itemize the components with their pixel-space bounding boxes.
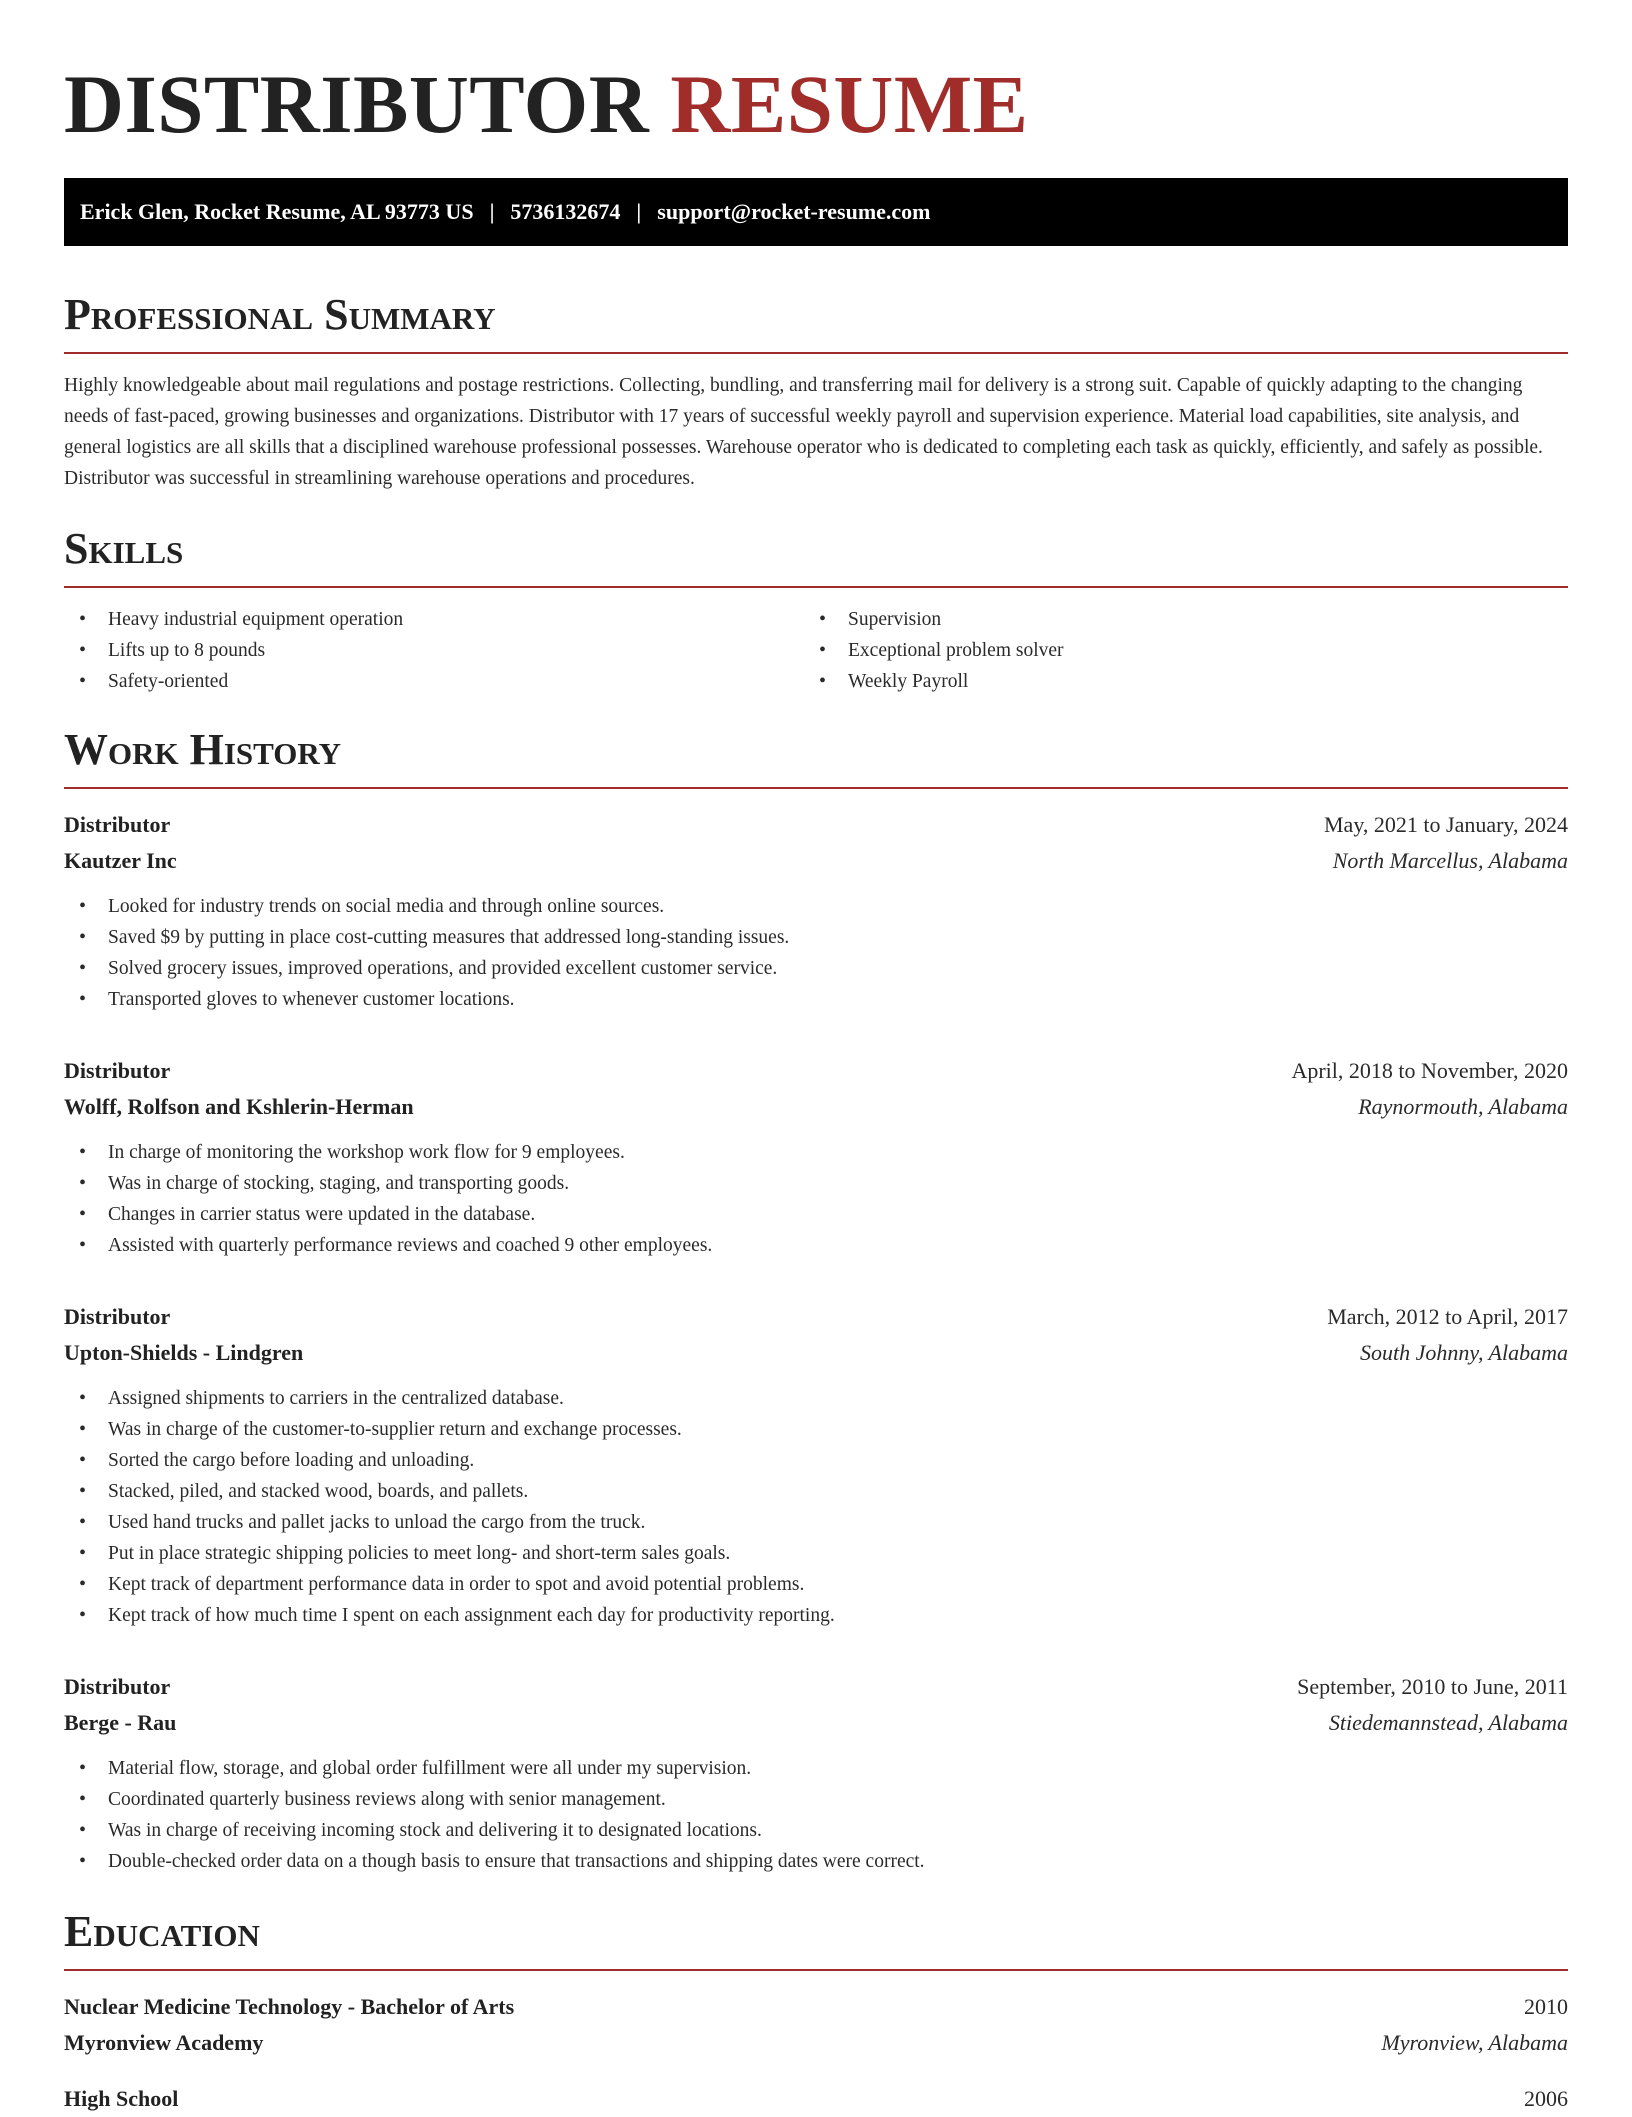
job-dates: May, 2021 to January, 2024 <box>1324 812 1568 837</box>
contact-separator: | <box>636 199 642 224</box>
skill-item: • Supervision <box>804 604 1544 635</box>
education-year: 2010 <box>1524 1994 1568 2019</box>
job-role: Distributor <box>64 812 171 837</box>
job-entry <box>64 1053 1568 1261</box>
job-role: Distributor <box>64 1304 171 1329</box>
skills-column-right <box>804 604 1544 697</box>
resume-page <box>64 0 1568 2117</box>
job-bullet: • Sorted the cargo before loading and unloading. <box>64 1445 1568 1476</box>
job-bullet: • Assisted with quarterly performance reviews and coached 9 other employees. <box>64 1230 1568 1261</box>
job-bullets <box>64 1383 1568 1631</box>
job-bullet: • Was in charge of the customer-to-supplier return and exchange processes. <box>64 1414 1568 1445</box>
job-bullet: • Put in place strategic shipping policies to meet long- and short-term sales goals. <box>64 1538 1568 1569</box>
job-entry <box>64 807 1568 1015</box>
education-location: Myronview, Alabama <box>1381 2030 1568 2055</box>
job-bullet: • Kept track of department performance data in order to spot and avoid potential problems. <box>64 1569 1568 1600</box>
title-main: DISTRIBUTOR <box>64 58 650 150</box>
job-bullet: • Solved grocery issues, improved operations, and provided excellent customer service. <box>64 953 1568 984</box>
skills-list <box>64 604 1568 697</box>
skill-item: • Safety-oriented <box>64 666 804 697</box>
contact-bar <box>64 178 1568 246</box>
job-bullet: • Was in charge of stocking, staging, and transporting goods. <box>64 1168 1568 1199</box>
contact-email: support@rocket-resume.com <box>657 199 931 224</box>
job-company: Wolff, Rolfson and Kshlerin-Herman <box>64 1094 414 1119</box>
job-dates: April, 2018 to November, 2020 <box>1291 1058 1568 1083</box>
education-year: 2006 <box>1524 2086 1568 2111</box>
job-bullet: • Looked for industry trends on social media and through online sources. <box>64 891 1568 922</box>
job-location: North Marcellus, Alabama <box>1332 848 1568 873</box>
skill-item: • Weekly Payroll <box>804 666 1544 697</box>
job-dates: March, 2012 to April, 2017 <box>1327 1304 1568 1329</box>
job-bullet: • Transported gloves to whenever customer locations. <box>64 984 1568 1015</box>
job-company: Kautzer Inc <box>64 848 177 873</box>
skills-heading: Skills <box>64 524 1568 588</box>
job-bullets <box>64 891 1568 1015</box>
job-bullet: • Coordinated quarterly business reviews along with senior management. <box>64 1784 1568 1815</box>
summary-text: Highly knowledgeable about mail regulations and postage restrictions. Collecting, bundling, and transferring mail for delivery is a strong suit. Capable of quickly adapting to the changing needs of fast-paced, growing businesses and organizations. Distributor with 17 years of successful weekly payroll and supervision experience. Material load capabilities, site analysis, and general logistics are all skills that a disciplined warehouse professional possesses. Warehouse operator who is dedicated to completing each task as quickly, efficiently, and safely as possible. Distributor was successful in streamlining warehouse operations and procedures. <box>64 375 1543 489</box>
job-bullet: • Saved $9 by putting in place cost-cutting measures that addressed long-standing issues. <box>64 922 1568 953</box>
job-bullets <box>64 1753 1568 1877</box>
job-bullet: • Stacked, piled, and stacked wood, boards, and pallets. <box>64 1476 1568 1507</box>
job-bullet: • Material flow, storage, and global order fulfillment were all under my supervision. <box>64 1753 1568 1784</box>
contact-phone: 5736132674 <box>510 199 621 224</box>
job-entry <box>64 1669 1568 1877</box>
job-role: Distributor <box>64 1058 171 1083</box>
summary-heading: Professional Summary <box>64 290 1568 354</box>
education-heading: Education <box>64 1907 1568 1971</box>
job-bullet: • Used hand trucks and pallet jacks to unload the cargo from the truck. <box>64 1507 1568 1538</box>
job-bullet: • In charge of monitoring the workshop work flow for 9 employees. <box>64 1137 1568 1168</box>
education-school: Myronview Academy <box>64 2030 264 2055</box>
job-entry <box>64 1299 1568 1631</box>
contact-address: Erick Glen, Rocket Resume, AL 93773 US <box>80 199 474 224</box>
job-company: Berge - Rau <box>64 1710 177 1735</box>
contact-separator: | <box>489 199 495 224</box>
job-company: Upton-Shields - Lindgren <box>64 1340 304 1365</box>
job-location: Stiedemannstead, Alabama <box>1328 1710 1568 1735</box>
page-title <box>64 58 1568 150</box>
work-history-heading: Work History <box>64 725 1568 789</box>
job-bullet: • Changes in carrier status were updated in the database. <box>64 1199 1568 1230</box>
education-degree: High School <box>64 2086 179 2111</box>
skills-column-left <box>64 604 804 697</box>
job-dates: September, 2010 to June, 2011 <box>1297 1674 1568 1699</box>
job-bullet: • Double-checked order data on a though basis to ensure that transactions and shipping dates were correct. <box>64 1846 1568 1877</box>
job-role: Distributor <box>64 1674 171 1699</box>
job-bullet: • Kept track of how much time I spent on each assignment each day for productivity reporting. <box>64 1600 1568 1631</box>
education-degree: Nuclear Medicine Technology - Bachelor of Arts <box>64 1994 515 2019</box>
skill-item: • Heavy industrial equipment operation <box>64 604 804 635</box>
skill-item: • Lifts up to 8 pounds <box>64 635 804 666</box>
job-bullet: • Was in charge of receiving incoming stock and delivering it to designated locations. <box>64 1815 1568 1846</box>
job-bullet: • Assigned shipments to carriers in the centralized database. <box>64 1383 1568 1414</box>
job-location: South Johnny, Alabama <box>1360 1340 1568 1365</box>
title-accent: RESUME <box>670 58 1029 150</box>
job-location: Raynormouth, Alabama <box>1358 1094 1568 1119</box>
education-entry <box>64 1989 1568 2061</box>
skill-item: • Exceptional problem solver <box>804 635 1544 666</box>
job-bullets <box>64 1137 1568 1261</box>
